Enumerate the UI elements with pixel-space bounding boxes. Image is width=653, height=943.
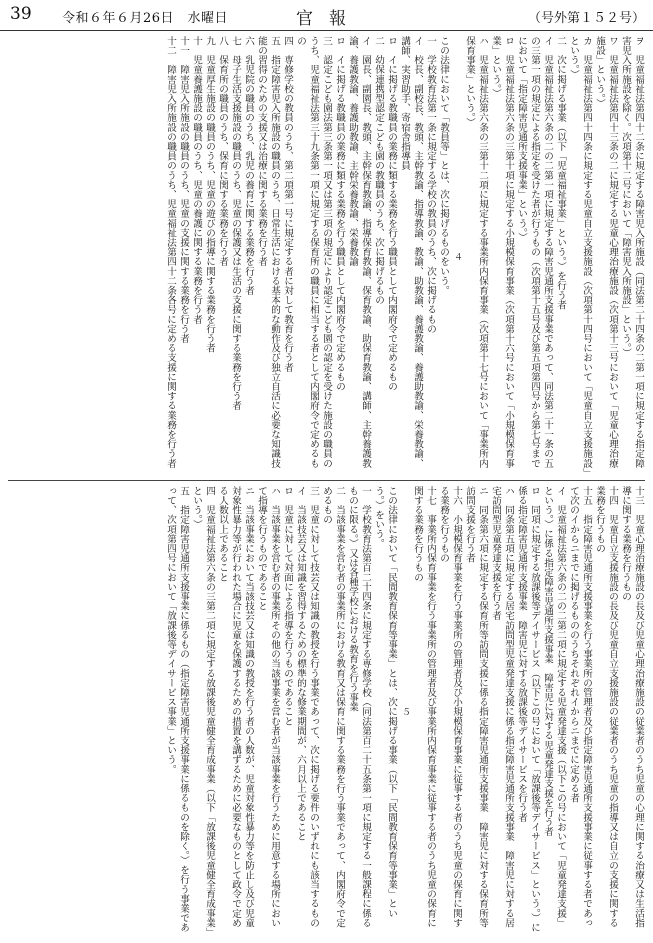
lower-item: この法律において「民間教育保育等事業」とは、次に掲げる事業（以下「民間教育保育等事業」という。）をいう。 [373, 486, 397, 918]
lower-item: 三 児童に対して技芸又は知識の教授を行う事業であって、次に掲げる要件のいずれにも該当するもの [308, 486, 319, 928]
lower-item: 四 児童福祉法第六条の三第二項に規定する放課後児童健全育成事業（以下「放課後児童健全育成事業」という。） [191, 486, 215, 933]
upper-item: カ 児童福祉法第四十四条に規定する児童自立支援施設（次項第十四号において「児童自立支援施設」という。） [568, 36, 592, 473]
lower-item: ロ 児童に対して対面による指導を行うものであること [282, 486, 293, 726]
page-number: 39 [10, 4, 32, 24]
lower-item: 十五 指定障害児通所支援事業を行う事業所の管理者及び指定障害児通所支援事業に従事する者であって次のイからニまでに掲げるもののうちそれぞれイからニまでに定める者 [568, 486, 592, 928]
upper-item: 五 指定障害児入所施設の職員のうち、日常生活における基本的な動作及び独立自活に必要な知識技能の習得のための支援又は治療に関する業務を行う者 [256, 36, 280, 468]
upper-item: この法律において「教員等」とは、次に掲げるものをいう。 [438, 36, 449, 296]
lower-item: ニ 同条第六項に規定する保育所等訪問支援に係る指定障害児通所支援事業 障害児に対する保育所等訪問支援を行う者 [464, 486, 488, 928]
upper-item: ロ 児童福祉法第六条の三第十項に規定する小規模保育事業（次項第十六号において「小規模保育事業」という。） [490, 36, 514, 468]
lower-item: 二 当該事業を営む者の事業所における教育又は保育に関する業務を行う事業であって、内閣府令で定めるもの [321, 486, 345, 928]
upper-item: 七 母子生活支援施設の職員のうち、児童の保護又は生活の支援に関する業務を行う者 [230, 36, 241, 411]
lower-item: イ 児童福祉法第六条の二の二第二項に規定する児童発達支援（以下この号において「児童発達支援」という。）に係る指定障害児通所支援事業 障害児に対する児童発達支援を行う者 [542, 486, 566, 928]
paragraph-number: ４ [452, 251, 462, 261]
upper-item: 十 児童養護施設の職員のうち、児童の養護に関する業務を行う者 [191, 36, 202, 324]
lower-item: 五 指定障害児通所支援事業に係るもの（指定障害児通所支援事業に係るものを除く。）を行う事業であって、次項第四号において「放課後等デイサービス事業」という。 [165, 486, 189, 933]
lower-item: ニ 当該事業において当該技芸又は知識の教授を行う者の人数が、児童対象性暴力等を防止し及び児童対象性暴力等が行われた場合に児童を保護するための措置を講ずるために必要なものとして政令で定める人数以上であること [217, 486, 254, 928]
lower-item: 十四 児童自立支援施設の長及び児童自立支援施設の従業者のうち児童の指導又は自立の支援に関する業務を行うもの [594, 486, 618, 928]
section-divider [8, 480, 645, 481]
lower-text-block [8, 486, 645, 936]
upper-item: 八 保育所の職員のうち、保育に関する業務を行う者 [217, 36, 228, 267]
upper-item: ヲ 児童福祉法第四十二条に規定する障害児入所施設（同法第二十四条の二第一項に規定する指定障害児入所施設を除く。次項第十二号において「障害児入所施設」という。） [620, 36, 644, 468]
lower-item: ロ 同項に規定する放課後等デイサービス（以下この号において「放課後等デイサービス」という。）に係る指定障害児通所支援事業 障害児に対する放課後等デイサービスを行う者 [516, 486, 540, 933]
upper-item: 三 認定こども園法第三条第一項又は第三項の規定により認定こども園の認定を受けた施設の職員のうち、児童福祉法第三十九条第一項に規定する保育所の職員に相当する者として内閣府令で定めるもの [295, 36, 332, 468]
issue-date: 令和６年６月26日 水曜日 [62, 11, 229, 26]
lower-item: 十六 小規模保育事業を行う事業所の管理者及び小規模保育事業に従事する者のうち児童の保育に関する業務を行うもの [438, 486, 462, 928]
upper-item: ハ 児童福祉法第六条の三第十二項に規定する事業所内保育事業（次項第十七号において「事業所内保育事業」という。） [464, 36, 488, 468]
page-header [0, 0, 653, 31]
lower-item: 十七 事業所内保育事業を行う事業所の管理者及び事業所内保育事業に従事する者のうち児童の保育に関する業務を行うもの [412, 486, 436, 928]
upper-item: イ 園長、副園長、教頭、主幹保育教諭、指導保育教諭、保育教諭、助保育教諭、講師、主幹養護教諭、養護教諭、養護助教諭、主幹栄養教諭、栄養教諭 [347, 36, 371, 468]
issue-number: （号外第１５２号） [527, 11, 645, 26]
lower-item: 一 学校教育法第百二十四条に規定する専修学校（同法第百二十五条第一項に規定する一般課程に係るものに限る。）又は各種学校における教育を行う事業 [347, 486, 371, 928]
lower-item: ハ 同条第五項に規定する居宅訪問型児童発達支援に係る指定障害児通所支援事業 障害児に対する居宅訪問型児童発達支援を行う者 [490, 486, 514, 928]
upper-item: 二 次に掲げる事業（以下「児童福祉事業」という。）を行う者 [555, 36, 566, 310]
upper-item: ロ イに掲げる教職員の業務に類する業務を行う職員として内閣府令で定めるもの [386, 36, 397, 392]
lower-item: ハ 当該事業を営む者の事業所その他の当該事業を営む者が当該事業を行うために用意する場所において指導を行うものであること [256, 486, 280, 928]
upper-item: 十二 障害児入所施設の職員のうち、児童福祉法第四十二条各号に定める支援に関する業務を行う者 [165, 36, 176, 468]
lower-item: 十三 児童心理治療施設の長及び児童心理治療施設の従業者のうち児童の心理に関する治療又は生活指導に関する業務を行うもの [620, 486, 644, 928]
lower-item: イ 当該技芸又は知識を習得するための標準的な修業期間が、六月以上であること [295, 486, 306, 842]
upper-item: 六 乳児院の職員のうち、乳児の養育に関する業務を行う者 [243, 36, 254, 296]
upper-item: 四 専修学校の教員のうち、第二項第一号に規定する者に対して教育を行う者 [282, 36, 293, 372]
upper-text-block [8, 36, 645, 476]
upper-item: 十一 障害児入所施設の職員のうち、児童の支援に関する業務を行う者 [178, 36, 189, 344]
upper-item: 九 児童厚生施設の職員のうち、児童の遊びの指導に関する業務を行う者 [204, 36, 215, 353]
upper-item: ワ 児童福祉法第四十三条の二に規定する児童心理治療施設（次項第十三号において「児童心理治療施設」という。） [594, 36, 618, 468]
upper-item: 一 学校教育法第一条に規定する学校の教員のうち、次に掲げるもの [425, 36, 436, 334]
upper-item: ロ イに掲げる教職員の業務に類する業務を行う職員として内閣府令で定めるもの [334, 36, 345, 392]
upper-item: イ 児童福祉法第六条の二の二第一項に規定する障害児通所支援事業であって、同法第二十一条の五の三第一項の規定による指定を受けた者が行うもの（次項第十五号及び第五項第四号から第七号までにおいて「指定障害児通所支援事業」という。） [516, 36, 553, 468]
upper-item: 二 幼保連携型認定こども園の教職員のうち、次に掲げるもの [373, 36, 384, 305]
gazette-title: 官報 [296, 9, 362, 29]
paragraph-number: ５ [400, 706, 410, 716]
upper-item: イ 校長、副校長、教頭、主幹教諭、指導教諭、教諭、助教諭、養護教諭、養護助教諭、栄養教諭、講師、実習助手、寄宿舎指導員 [399, 36, 423, 468]
